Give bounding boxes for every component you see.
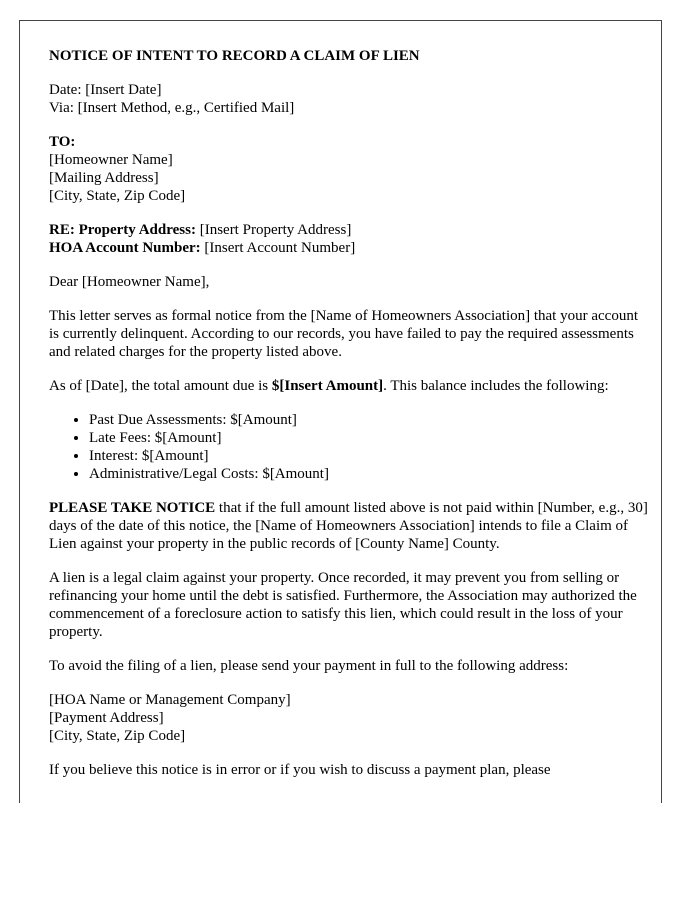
charge-item: • Late Fees: $[Amount] [89, 429, 649, 447]
charge-item: • Interest: $[Amount] [89, 447, 649, 465]
reference-block [49, 221, 649, 257]
amount-due-intro: As of [Date], the total amount due is [49, 378, 272, 394]
lien-explanation-paragraph: A lien is a legal claim against your property. Once recorded, it may prevent you from selling or refinancing your home until the debt is satisfied. Furthermore, the Association may authorized the commencement of a foreclosure action to satisfy this lien, which could result in the loss of your property. [49, 570, 637, 640]
property-address-label: RE: Property Address: [49, 222, 196, 238]
charges-list [49, 411, 649, 483]
account-number-label: HOA Account Number: [49, 240, 201, 256]
letter-body [49, 47, 649, 795]
payment-address-line: [HOA Name or Management Company] [49, 692, 291, 708]
amount-due-value: $[Insert Amount] [271, 378, 384, 394]
notice-text: that if the full amount listed above is not paid within [Number, e.g., 30] days of the date of this notice, the [Name of Homeowners Association] intends to file a Claim of Lien against your property in the public records of [County Name] County. [49, 500, 648, 552]
recipient-line: [Homeowner Name] [49, 152, 173, 168]
notice-label: PLEASE TAKE NOTICE [49, 500, 216, 516]
to-label: TO: [49, 134, 76, 150]
amount-due-paragraph [49, 377, 649, 395]
recipient-line: [Mailing Address] [49, 170, 159, 186]
charge-item: • Past Due Assessments: $[Amount] [89, 411, 649, 429]
via-line: Via: [Insert Method, e.g., Certified Mail] [49, 100, 295, 116]
property-address-line [49, 221, 649, 239]
dispute-paragraph: If you believe this notice is in error or if you wish to discuss a payment plan, please [49, 762, 551, 778]
recipient-block [49, 133, 649, 205]
letter-page [19, 20, 662, 803]
charge-item: • Administrative/Legal Costs: $[Amount] [89, 465, 649, 483]
salutation: Dear [Homeowner Name], [49, 274, 210, 290]
date-block [49, 81, 649, 117]
notice-paragraph [49, 499, 649, 553]
recipient-line: [City, State, Zip Code] [49, 188, 186, 204]
payment-address-block [49, 691, 649, 745]
payment-instructions-paragraph: To avoid the filing of a lien, please send your payment in full to the following address: [49, 658, 569, 674]
property-address-value: [Insert Property Address] [195, 222, 352, 238]
payment-address-line: [Payment Address] [49, 710, 164, 726]
payment-address-line: [City, State, Zip Code] [49, 728, 186, 744]
delinquency-paragraph: This letter serves as formal notice from the [Name of Homeowners Association] that your account is currently delinquent. According to our records, you have failed to pay the required assessments and related charges for the property listed above. [49, 308, 638, 360]
date-line: Date: [Insert Date] [49, 82, 162, 98]
amount-due-outro: . This balance includes the following: [383, 378, 609, 394]
account-number-line [49, 239, 649, 257]
account-number-value: [Insert Account Number] [200, 240, 356, 256]
document-title: NOTICE OF INTENT TO RECORD A CLAIM OF LIEN [49, 48, 420, 64]
